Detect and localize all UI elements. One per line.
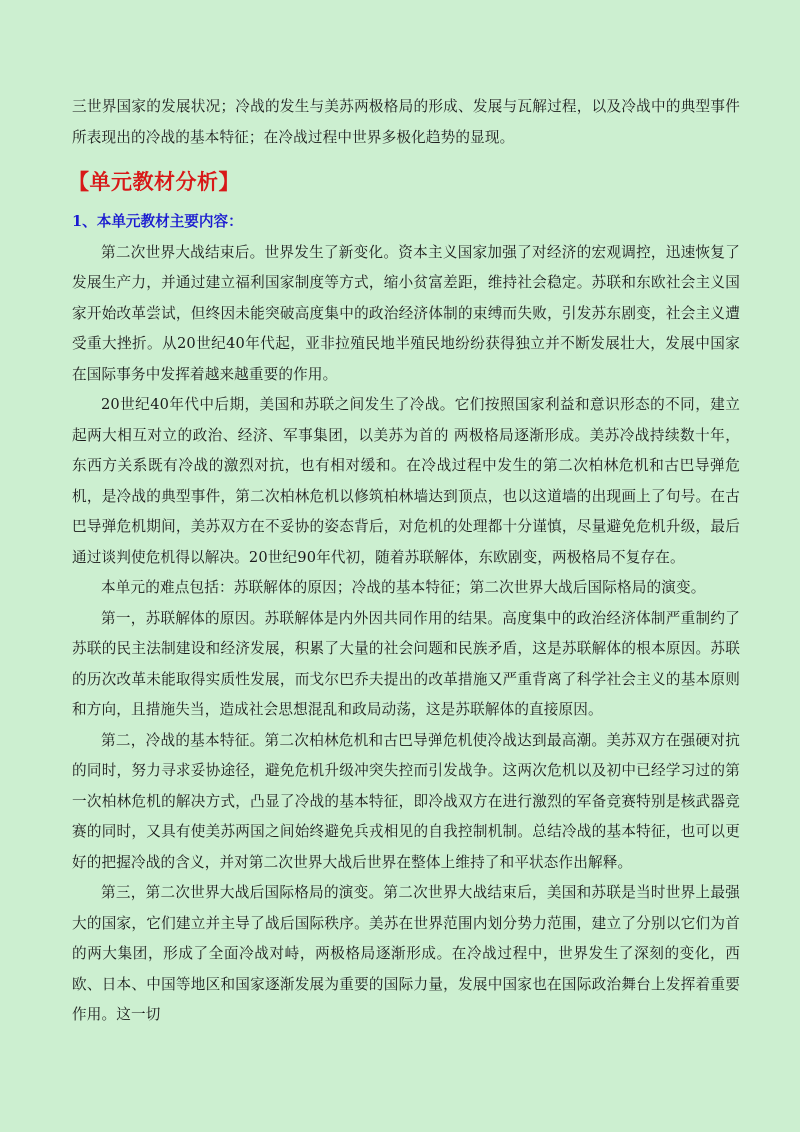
paragraph-difficulties: 本单元的难点包括：苏联解体的原因；冷战的基本特征；第二次世界大战后国际格局的演变。 — [101, 579, 706, 596]
section-subtitle: 1、本单元教材主要内容： — [72, 213, 243, 230]
paragraph-soviet-collapse: 第一，苏联解体的原因。苏联解体是内外因共同作用的结果。高度集中的政治经济体制严重制约了苏联的民主法制建设和经济发展，积累了大量的社会问题和民族矛盾，这是苏联解体的根本原因。苏联的历次改革未能取得实质性发展，而戈尔巴乔夫提出的改革措施又严重背离了科学社会主义的基本原则和方向，且措施失当，造成社会思想混乱和政局动荡，这是苏联解体的直接原因。 — [72, 609, 740, 718]
paragraph-cold-war-features: 第二，冷战的基本特征。第二次柏林危机和古巴导弹危机使冷战达到最高潮。美苏双方在强硬对抗的同时，努力寻求妥协途径，避免危机升级冲突失控而引发战争。这两次危机以及初中已经学习过的第一次柏林危机的解决方式，凸显了冷战的基本特征，即冷战双方在进行激烈的军备竞赛特别是核武器竞赛的同时，又具有使美苏两国之间始终避免兵戎相见的自我控制机制。总结冷战的基本特征，也可以更好的把握冷战的含义，并对第二次世界大战后世界在整体上维持了和平状态作出解释。 — [72, 731, 740, 871]
intro-paragraph: 三世界国家的发展状况；冷战的发生与美苏两极格局的形成、发展与瓦解过程，以及冷战中的典型事件所表现出的冷战的基本特征；在冷战过程中世界多极化趋势的显现。 — [72, 98, 740, 146]
paragraph-overview: 第二次世界大战结束后。世界发生了新变化。资本主义国家加强了对经济的宏观调控，迅速恢复了发展生产力，并通过建立福利国家制度等方式，缩小贫富差距，维持社会稳定。苏联和东欧社会主义国家开始改革尝试，但终因未能突破高度集中的政治经济体制的束缚而失败，引发苏东剧变，社会主义遭受重大挫折。从20世纪40年代起，亚非拉殖民地半殖民地纷纷获得独立并不断发展壮大，发展中国家在国际事务中发挥着越来越重要的作用。 — [72, 243, 740, 383]
paragraph-world-order: 第三，第二次世界大战后国际格局的演变。第二次世界大战结束后，美国和苏联是当时世界上最强大的国家，它们建立并主导了战后国际秩序。美苏在世界范围内划分势力范围，建立了分别以它们为首的两大集团，形成了全面冷战对峙，两极格局逐渐形成。在冷战过程中，世界发生了深刻的变化，西欧、日本、中国等地区和国家逐渐发展为重要的国际力量，发展中国家也在国际政治舞台上发挥着重要作用。这一切 — [72, 884, 740, 1023]
section-title: 【单元教材分析】 — [68, 170, 240, 194]
paragraph-cold-war: 20世纪40年代中后期，美国和苏联之间发生了冷战。它们按照国家利益和意识形态的不同，建立起两大相互对立的政治、经济、军事集团，以美苏为首的 两极格局逐渐形成。美苏冷战持续数十年，东西方关系既有冷战的激烈对抗，也有相对缓和。在冷战过程中发生的第二次柏林危机和古巴导弹危机，是冷战的典型事件，第二次柏林危机以修筑柏林墙达到顶点，也以这道墙的出现画上了句号。在古巴导弹危机期间，美苏双方在不妥协的姿态背后，对危机的处理都十分谨慎，尽量避免危机升级，最后通过谈判使危机得以解决。20世纪90年代初，随着苏联解体，东欧剧变，两极格局不复存在。 — [72, 396, 740, 566]
document-body — [68, 92, 740, 1031]
